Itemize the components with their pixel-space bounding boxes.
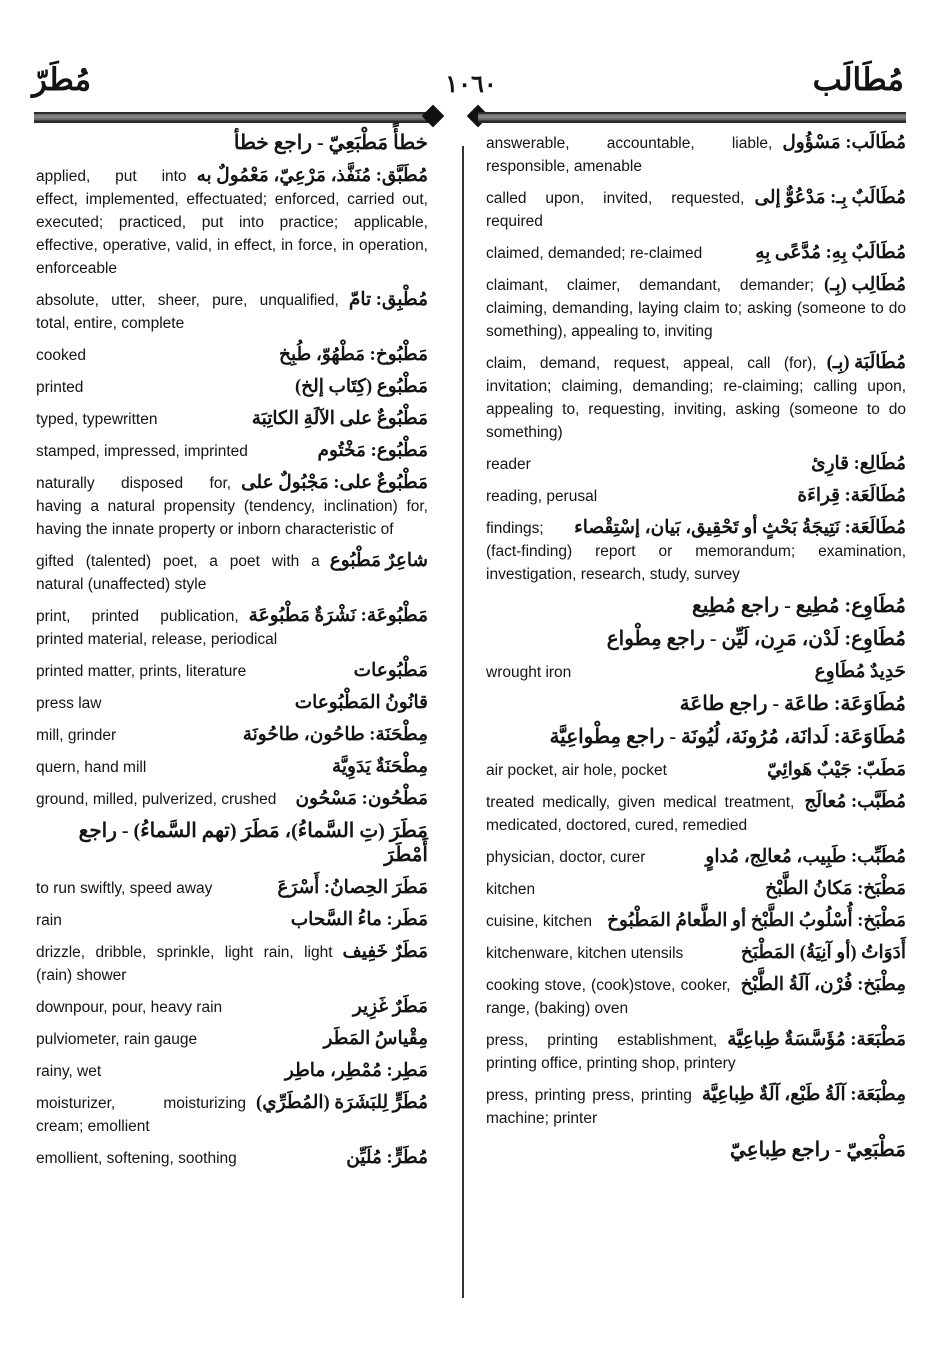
arabic-headword: مُطَالَبَة (بِـ) <box>826 353 906 373</box>
page-number: ١٠٦٠ <box>445 72 497 98</box>
dictionary-entry <box>36 1147 428 1170</box>
english-definition: mill, grinder <box>36 727 117 744</box>
arabic-headword: مَطِر: مُمْطِر، ماطِر <box>284 1061 428 1081</box>
arabic-headword: مِطْبَخ: فُرْن، آلَةُ الطَّبْخ <box>740 975 906 995</box>
dictionary-entry <box>486 942 906 965</box>
english-definition: physician, doctor, curer <box>486 849 646 866</box>
english-definition: stamped, impressed, imprinted <box>36 443 248 460</box>
english-definition: emollient, softening, soothing <box>36 1150 237 1167</box>
arabic-headword: مَطَرَ (تِ السَّماءُ)، مَطَرَ (تهم السَّماءُ) - راجع أَمْطَرَ <box>78 820 428 866</box>
header-rule-right <box>478 112 906 123</box>
arabic-headword: حَدِيدٌ مُطَاوِع <box>814 662 906 682</box>
dictionary-entry <box>486 846 906 869</box>
arabic-headword: مُطَرٍّ لِلبَشَرَة (المُطَرِّي) <box>256 1093 428 1113</box>
dictionary-entry <box>36 756 428 779</box>
arabic-headword: مَطْبُوعَة: نَشْرَةٌ مَطْبُوعَة <box>248 606 428 626</box>
dictionary-entry <box>486 517 906 586</box>
arabic-headword: مَطْبُوع: مَخْتُوم <box>317 441 428 461</box>
english-definition: air pocket, air hole, pocket <box>486 762 667 779</box>
arabic-headword: مَطَرٌ خَفِيف <box>342 942 428 962</box>
english-definition: applied, put into effect, implemented, effectuated; enforced, carried out, executed; practiced, put into practice; applicable, effective, operative, valid, in effect, in force, in operation, enforceable <box>36 168 428 277</box>
english-definition: drizzle, dribble, sprinkle, light rain, light (rain) shower <box>36 944 333 984</box>
dictionary-entry <box>36 289 428 335</box>
english-definition: rain <box>36 912 62 929</box>
dictionary-entry <box>36 909 428 932</box>
dictionary-entry <box>486 352 906 444</box>
english-definition: treated medically, given medical treatment, medicated, doctored, cured, remedied <box>486 794 795 834</box>
dictionary-entry <box>36 550 428 596</box>
english-definition: cuisine, kitchen <box>486 913 592 930</box>
arabic-headword: مِطْبَعَة: آلَةُ طَبْع، آلَةٌ طِباعِيَّة <box>701 1085 906 1105</box>
arabic-headword: مَطْبَخ: أُسْلُوبُ الطَّبْخ أو الطَّعامُ المَطْبُوخ <box>607 911 906 931</box>
dictionary-entry <box>486 878 906 901</box>
arabic-headword: شاعِرٌ مَطْبُوع <box>329 551 428 571</box>
dictionary-entry <box>486 910 906 933</box>
dictionary-entry <box>486 274 906 343</box>
arabic-headword: مِطْحَنَة: طاحُون، طاحُونَة <box>242 725 428 745</box>
arabic-headword: مُطَاوَعَة: لَدانَة، مُرُونَة، لُيُونَة - راجع مِطْواعِيَّة <box>549 726 906 748</box>
arabic-headword: مُطَالَب: مَسْؤُول <box>782 133 906 153</box>
arabic-headword: مُطْبِق: تامّ <box>348 290 428 310</box>
english-definition: reader <box>486 456 531 473</box>
dictionary-entry <box>486 1084 906 1130</box>
arabic-headword: مُطَالَعَة: قِراءَة <box>797 486 906 506</box>
dictionary-entry <box>486 453 906 476</box>
arabic-headword: مَطْبَعَة: مُؤَسَّسَةٌ طِباعِيَّة <box>727 1030 906 1050</box>
arabic-headword: مُطَاوِع: مُطِيع - راجع مُطِيع <box>692 595 906 617</box>
english-definition: reading, perusal <box>486 488 598 505</box>
english-definition: moisturizer, moisturizing cream; emollient <box>36 1095 247 1135</box>
english-definition: absolute, utter, sheer, pure, unqualified, total, entire, complete <box>36 292 339 332</box>
dictionary-entry <box>486 132 906 178</box>
dictionary-entry <box>486 759 906 782</box>
english-definition: kitchenware, kitchen utensils <box>486 945 684 962</box>
header-rule-left <box>34 112 434 123</box>
arabic-headword: مُطَالِع: قارِئ <box>811 454 906 474</box>
dictionary-entry <box>36 941 428 987</box>
english-definition: answerable, accountable, liable, responsible, amenable <box>486 135 773 175</box>
header-guide-word-left: مُطَرّ <box>32 62 92 97</box>
dictionary-entry <box>36 132 428 156</box>
dictionary-entry <box>486 628 906 652</box>
english-definition: to run swiftly, speed away <box>36 880 213 897</box>
english-definition: kitchen <box>486 881 536 898</box>
dictionary-entry <box>486 693 906 717</box>
english-definition: cooked <box>36 347 86 364</box>
arabic-headword: مِطْحَنَةٌ يَدَوِيَّة <box>331 757 428 777</box>
arabic-headword: خطأً مَطْبَعِيّ - راجع خطأ <box>233 132 428 154</box>
arabic-headword: مَطْبَعِيّ - راجع طِباعِيّ <box>729 1139 906 1161</box>
english-definition: wrought iron <box>486 664 572 681</box>
arabic-headword: مَطْحُون: مَسْحُون <box>295 789 428 809</box>
dictionary-entry <box>486 1029 906 1075</box>
english-definition: findings; (fact-finding) report or memorandum; examination, investigation, research, study, survey <box>486 520 906 583</box>
arabic-headword: مَطَبّ: جَيْبٌ هَوائِيّ <box>767 760 906 780</box>
english-definition: downpour, pour, heavy rain <box>36 999 223 1016</box>
english-definition: quern, hand mill <box>36 759 147 776</box>
dictionary-entry <box>486 791 906 837</box>
english-definition: called upon, invited, requested, required <box>486 190 745 230</box>
dictionary-entry <box>36 660 428 683</box>
dictionary-entry <box>36 724 428 747</box>
dictionary-entry <box>486 595 906 619</box>
arabic-headword: مِقْياسُ المَطَر <box>323 1029 428 1049</box>
arabic-headword: مَطْبَخ: مَكانُ الطَّبْخ <box>765 879 906 899</box>
dictionary-entry <box>486 661 906 684</box>
english-definition: typed, typewritten <box>36 411 158 428</box>
arabic-headword: مَطْبُوع (كِتَاب إلخ) <box>295 377 428 397</box>
dictionary-entry <box>486 974 906 1020</box>
arabic-headword: مَطَرَ الحِصانُ: أَسْرَعَ <box>277 878 428 898</box>
dictionary-entry <box>486 1139 906 1163</box>
dictionary-entry <box>486 485 906 508</box>
english-definition: claim, demand, request, appeal, call (for), invitation; claiming, demanding; re-claiming; calling upon, appealing to, requesting, inviting, asking (someone to do something) <box>486 355 906 441</box>
arabic-headword: مُطَالَبٌ بِـ: مَدْعُوٌّ إلى <box>754 188 906 208</box>
english-definition: print, printed publication, printed material, release, periodical <box>36 608 278 648</box>
arabic-headword: مَطْبُوعٌ على الآلَةِ الكاتِبَة <box>251 409 428 429</box>
arabic-headword: مُطَبَّق: مُنَفَّذ، مَرْعِيّ، مَعْمُولٌ به <box>196 166 428 186</box>
english-definition: claimed, demanded; re-claimed <box>486 245 703 262</box>
english-definition: press, printing press, printing machine; printer <box>486 1087 692 1127</box>
arabic-headword: مُطَاوَعَة: طاعَة - راجع طاعَة <box>679 693 906 715</box>
left-column <box>36 132 428 1179</box>
english-definition: claimant, claimer, demandant, demander; claiming, demanding, laying claim to; asking (someone to do something), appealing to, inviting <box>486 277 906 340</box>
dictionary-entry <box>36 1060 428 1083</box>
dictionary-entry <box>36 344 428 367</box>
arabic-headword: مَطَر: ماءُ السَّحاب <box>290 910 428 930</box>
english-definition: press law <box>36 695 102 712</box>
arabic-headword: مُطَبِّب: طَبِيب، مُعالِج، مُداوٍ <box>705 847 906 867</box>
english-definition: press, printing establishment, printing office, printing shop, printery <box>486 1032 736 1072</box>
arabic-headword: مُطَالَعَة: نَتِيجَةُ بَحْثٍ أو تَحْقِيق، بَيان، إسْتِقْصاء <box>574 518 906 538</box>
dictionary-entry <box>36 165 428 280</box>
right-column <box>486 132 906 1172</box>
arabic-headword: مَطْبُوعات <box>353 661 428 681</box>
dictionary-entry <box>486 726 906 750</box>
dictionary-entry <box>36 877 428 900</box>
dictionary-entry <box>36 440 428 463</box>
english-definition: rainy, wet <box>36 1063 102 1080</box>
english-definition: printed <box>36 379 84 396</box>
arabic-headword: مُطَالِب (بِـ) <box>823 275 906 295</box>
arabic-headword: مُطَبَّب: مُعالَج <box>804 792 906 812</box>
dictionary-entry <box>36 472 428 541</box>
dictionary-entry <box>36 376 428 399</box>
english-definition: pulviometer, rain gauge <box>36 1031 198 1048</box>
dictionary-entry <box>36 820 428 868</box>
dictionary-entry <box>486 242 906 265</box>
dictionary-entry <box>36 692 428 715</box>
english-definition: ground, milled, pulverized, crushed <box>36 791 277 808</box>
arabic-headword: مَطْبُوعٌ على: مَجْبُولٌ على <box>241 473 428 493</box>
rule-ornament-left <box>422 105 445 128</box>
arabic-headword: مَطَرٌ غَزِير <box>352 997 428 1017</box>
dictionary-entry <box>36 1092 428 1138</box>
arabic-headword: قانُونُ المَطْبُوعات <box>294 693 428 713</box>
english-definition: naturally disposed for, having a natural propensity (tendency, inclination) for, having the innate property or inborn characteristic of <box>36 475 428 538</box>
dictionary-entry <box>36 408 428 431</box>
english-definition: cooking stove, (cook)stove, cooker, range, (baking) oven <box>486 977 731 1017</box>
column-divider <box>462 146 464 1298</box>
dictionary-entry <box>36 1028 428 1051</box>
dictionary-entry <box>36 788 428 811</box>
dictionary-entry <box>36 996 428 1019</box>
dictionary-entry <box>486 187 906 233</box>
english-definition: gifted (talented) poet, a poet with a natural (unaffected) style <box>36 553 320 593</box>
english-definition: printed matter, prints, literature <box>36 663 247 680</box>
dictionary-entry <box>36 605 428 651</box>
header-guide-word-right: مُطَالَب <box>812 62 904 97</box>
arabic-headword: مَطْبُوخ: مَطْهُوّ، طُبِخ <box>279 345 428 365</box>
arabic-headword: مُطَاوِع: لَدْن، مَرِن، لَيِّن - راجع مِطْواع <box>606 628 906 650</box>
arabic-headword: مُطَرٍّ: مُلَيِّن <box>346 1148 428 1168</box>
arabic-headword: مُطَالَبٌ بِهِ: مُدَّعًى بِهِ <box>755 243 906 263</box>
arabic-headword: أَدَوَاتُ (أو آنِيَةُ) المَطْبَخ <box>740 943 906 963</box>
